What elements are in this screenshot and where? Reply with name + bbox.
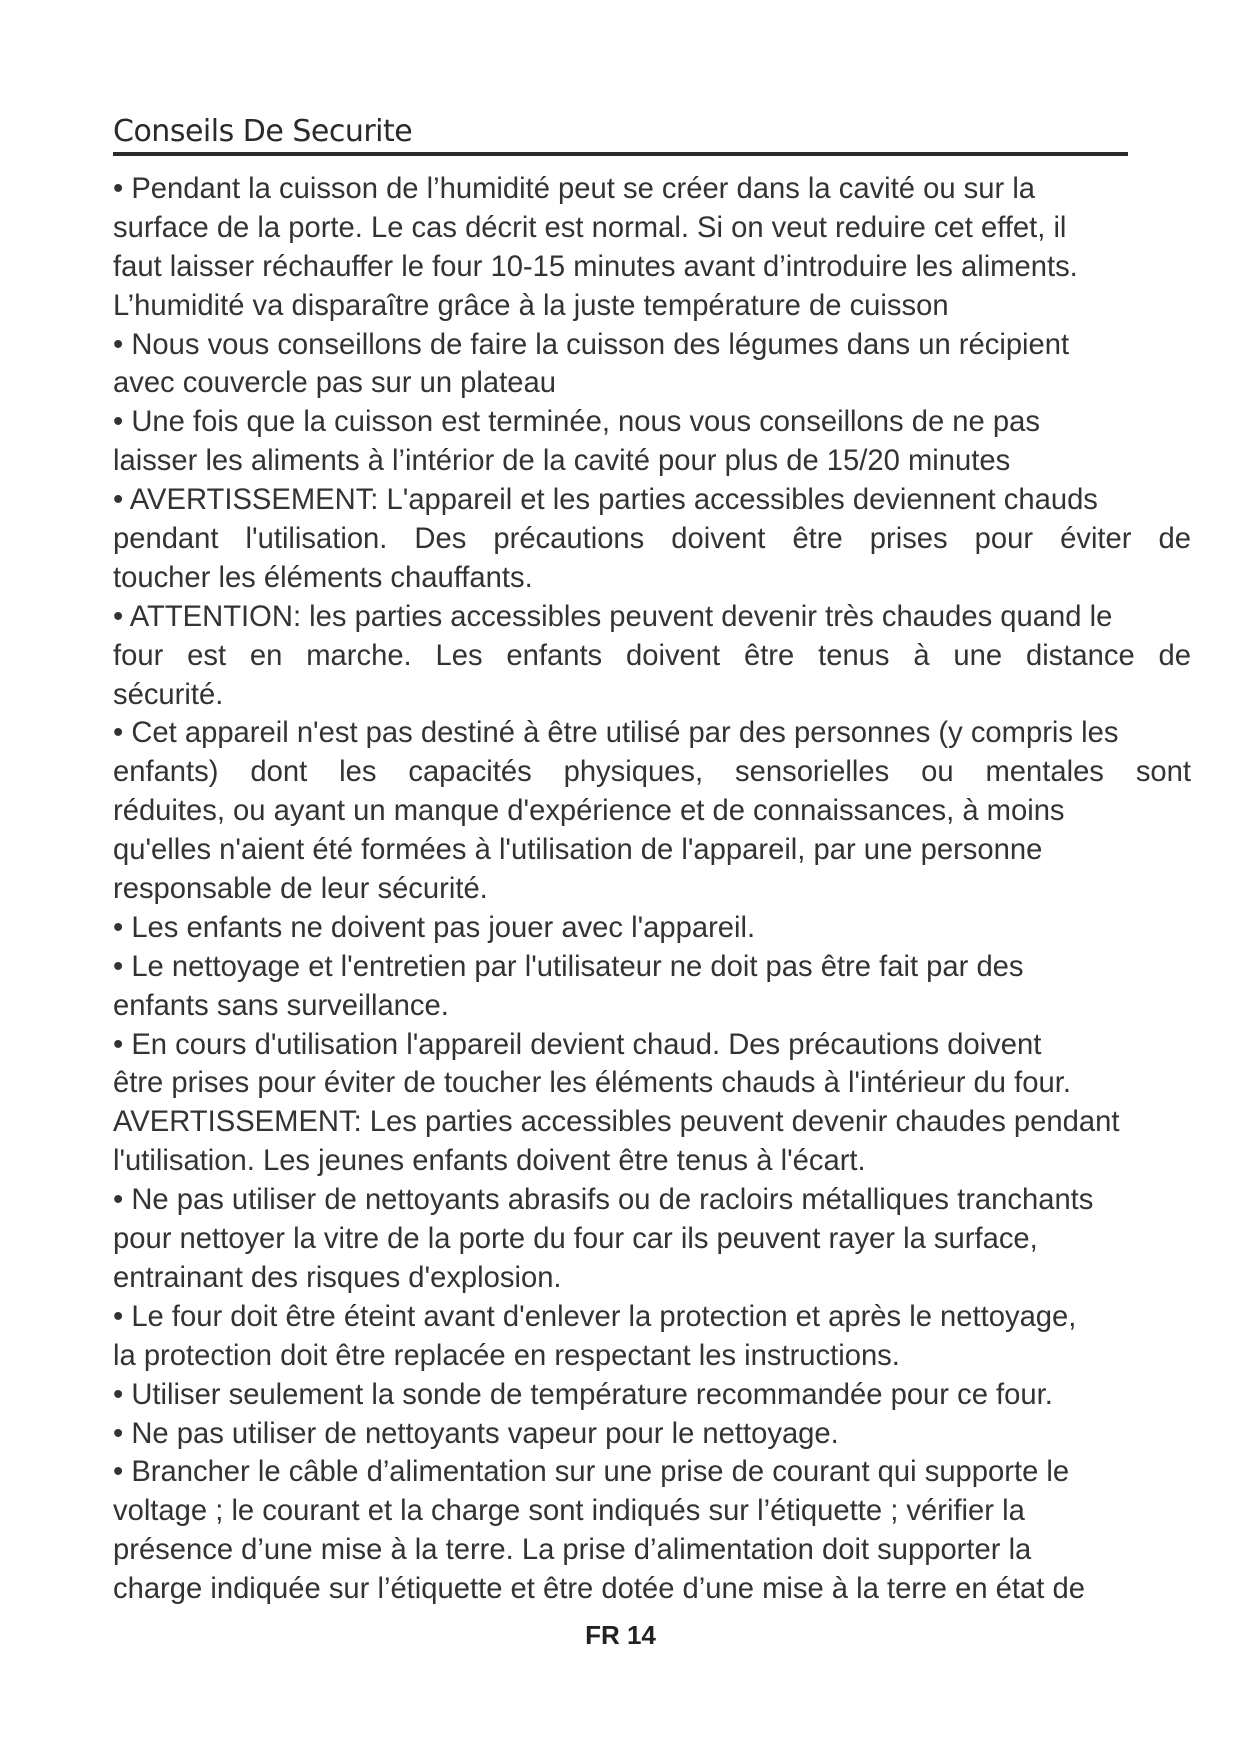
text-line: surface de la porte. Le cas décrit est normal. Si on veut reduire cet effet, il (113, 211, 1067, 244)
text-line: L’humidité va disparaître grâce à la juste température de cuisson (113, 289, 949, 322)
text-line: présence d’une mise à la terre. La prise d’alimentation doit supporter la (113, 1534, 1032, 1567)
text-line: • Brancher le câble d’alimentation sur une prise de courant qui supporte le (113, 1456, 1070, 1489)
text-line: être prises pour éviter de toucher les éléments chauds à l'intérieur du four. (113, 1067, 1071, 1100)
page-number: FR 14 (585, 1620, 656, 1650)
text-line: l'utilisation. Les jeunes enfants doivent être tenus à l'écart. (113, 1145, 866, 1178)
text-line: pendant l'utilisation. Des précautions doivent être prises pour éviter de (113, 523, 1191, 556)
text-line: • Ne pas utiliser de nettoyants abrasifs ou de racloirs métalliques tranchants (113, 1184, 1094, 1217)
text-line: qu'elles n'aient été formées à l'utilisation de l'appareil, par une personne (113, 834, 1043, 867)
safety-instructions-text (113, 170, 1203, 1609)
text-line: • Utiliser seulement la sonde de température recommandée pour ce four. (113, 1378, 1053, 1411)
text-line: responsable de leur sécurité. (113, 873, 488, 906)
text-line: entrainant des risques d'explosion. (113, 1261, 562, 1294)
text-line: laisser les aliments à l’intérior de la cavité pour plus de 15/20 minutes (113, 445, 1011, 478)
text-line: • Pendant la cuisson de l’humidité peut se créer dans la cavité ou sur la (113, 173, 1036, 205)
text-line: enfants) dont les capacités physiques, sensorielles ou mentales sont (113, 756, 1191, 789)
text-line: réduites, ou ayant un manque d'expérience et de connaissances, à moins (113, 795, 1065, 828)
section-heading: Conseils De Securite (113, 112, 1128, 156)
text-line: • ATTENTION: les parties accessibles peuvent devenir très chaudes quand le (113, 600, 1113, 633)
text-line: sécurité. (113, 678, 224, 711)
text-line: four est en marche. Les enfants doivent être tenus à une distance de (113, 639, 1191, 672)
text-line: AVERTISSEMENT: Les parties accessibles peuvent devenir chaudes pendant (113, 1106, 1120, 1139)
text-line: • Ne pas utiliser de nettoyants vapeur pour le nettoyage. (113, 1417, 839, 1450)
text-line: • En cours d'utilisation l'appareil devient chaud. Des précautions doivent (113, 1028, 1042, 1061)
text-line: • Cet appareil n'est pas destiné à être utilisé par des personnes (y compris les (113, 717, 1119, 750)
text-line: • Les enfants ne doivent pas jouer avec l'appareil. (113, 911, 756, 944)
text-line: avec couvercle pas sur un plateau (113, 367, 556, 400)
text-line: faut laisser réchauffer le four 10-15 minutes avant d’introduire les aliments. (113, 250, 1078, 283)
text-line: • Nous vous conseillons de faire la cuisson des légumes dans un récipient (113, 328, 1070, 361)
text-line: toucher les éléments chauffants. (113, 561, 533, 594)
text-line: enfants sans surveillance. (113, 989, 449, 1022)
text-line: • Le nettoyage et l'entretien par l'utilisateur ne doit pas être fait par des (113, 950, 1024, 983)
text-line: la protection doit être replacée en respectant les instructions. (113, 1339, 900, 1372)
text-line: • AVERTISSEMENT: L'appareil et les parties accessibles deviennent chauds (113, 484, 1098, 517)
text-line: voltage ; le courant et la charge sont indiqués sur l’étiquette ; vérifier la (113, 1495, 1025, 1528)
text-line: charge indiquée sur l’étiquette et être dotée d’une mise à la terre en état de (113, 1573, 1085, 1606)
text-line: • Le four doit être éteint avant d'enlever la protection et après le nettoyage, (113, 1300, 1077, 1333)
text-line: • Une fois que la cuisson est terminée, nous vous conseillons de ne pas (113, 406, 1040, 439)
text-line: pour nettoyer la vitre de la porte du four car ils peuvent rayer la surface, (113, 1223, 1038, 1256)
